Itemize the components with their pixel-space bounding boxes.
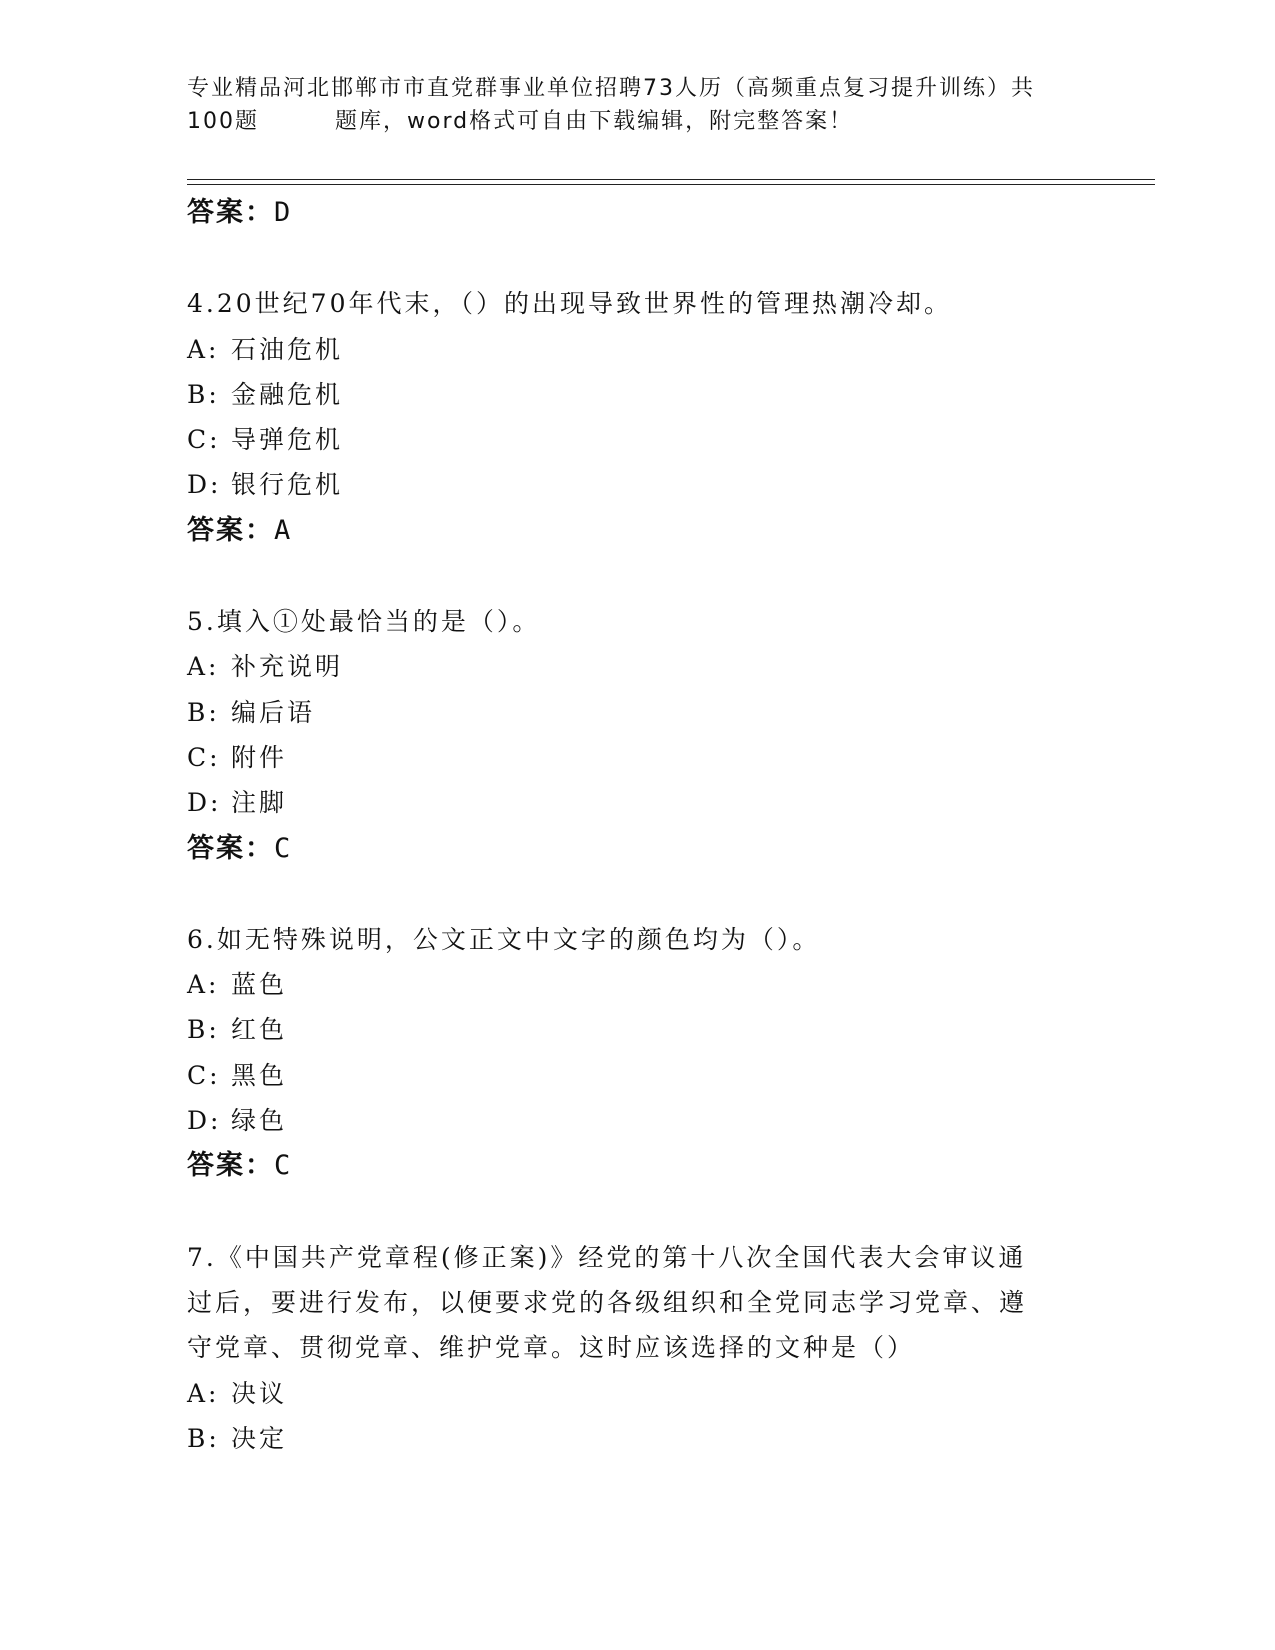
option-text: 蓝色	[231, 970, 288, 1000]
option-c	[187, 1053, 1087, 1098]
question-stem-line-3: 守党章、贯彻党章、维护党章。这时应该选择的文种是（）	[187, 1333, 916, 1363]
question-5	[187, 599, 1087, 871]
option-b	[187, 1416, 1087, 1461]
option-key: A:	[187, 334, 220, 364]
option-text: 决定	[231, 1423, 288, 1453]
question-4	[187, 281, 1087, 553]
option-text: 金融危机	[231, 379, 344, 409]
answer-value: A	[274, 514, 293, 546]
option-c	[187, 417, 1087, 462]
answer-line	[187, 826, 1087, 871]
question-stem: 6.如无特殊说明，公文正文中文字的颜色均为（）。	[187, 924, 821, 954]
question-stem: 5.填入①处最恰当的是（）。	[187, 607, 541, 637]
option-c	[187, 735, 1087, 780]
option-text: 决议	[231, 1378, 288, 1408]
option-b	[187, 1007, 1087, 1052]
answer-value: C	[274, 832, 293, 864]
option-text: 银行危机	[231, 470, 344, 500]
option-key: B:	[187, 1423, 220, 1453]
answer-label: 答案：	[187, 514, 274, 546]
option-key: C:	[187, 425, 221, 455]
option-key: B:	[187, 379, 220, 409]
option-text: 编后语	[231, 697, 316, 727]
header-title-line-2	[187, 105, 1087, 138]
option-text: 石油危机	[231, 334, 344, 364]
question-stem-line-1: 7.《中国共产党章程(修正案)》经党的第十八次全国代表大会审议通	[187, 1242, 1027, 1272]
option-text: 补充说明	[231, 652, 344, 682]
option-key: C:	[187, 742, 221, 772]
option-key: D:	[187, 1106, 222, 1136]
header-divider-bottom	[187, 184, 1155, 185]
option-text: 附件	[231, 742, 288, 772]
answer-value: D	[274, 197, 293, 228]
answer-value: C	[274, 1150, 293, 1182]
header-title-line-1: 专业精品河北邯郸市市直党群事业单位招聘73人历（高频重点复习提升训练）共	[187, 76, 1035, 101]
option-text: 绿色	[231, 1106, 288, 1136]
option-key: C:	[187, 1060, 221, 1090]
option-text: 导弹危机	[231, 425, 344, 455]
answer-line	[187, 508, 1087, 553]
answer-label: 答案：	[187, 1150, 274, 1182]
header-question-count: 100题	[187, 109, 259, 134]
option-text: 黑色	[231, 1060, 288, 1090]
option-d	[187, 1098, 1087, 1143]
option-key: B:	[187, 697, 220, 727]
option-b	[187, 690, 1087, 735]
option-text: 红色	[231, 1015, 288, 1045]
question-6	[187, 917, 1087, 1189]
answer-line	[187, 1143, 1087, 1188]
option-key: B:	[187, 1015, 220, 1045]
option-d	[187, 462, 1087, 507]
option-key: A:	[187, 1378, 220, 1408]
header-title-suffix: 题库，word格式可自由下载编辑，附完整答案！	[335, 109, 854, 134]
option-b	[187, 372, 1087, 417]
question-stem: 4.20世纪70年代末，（）的出现导致世界性的管理热潮冷却。	[187, 289, 952, 319]
header-divider-top	[187, 179, 1155, 180]
answer-line	[187, 190, 1087, 235]
option-key: A:	[187, 970, 220, 1000]
answer-label: 答案：	[187, 197, 274, 228]
question-stem-line-2: 过后，要进行发布，以便要求党的各级组织和全党同志学习党章、遵	[187, 1287, 1028, 1317]
option-key: D:	[187, 788, 222, 818]
option-key: D:	[187, 470, 222, 500]
option-a	[187, 327, 1087, 372]
option-a	[187, 1371, 1087, 1416]
question-list	[187, 190, 1087, 1461]
option-a	[187, 644, 1087, 689]
answer-label: 答案：	[187, 832, 274, 864]
document-header	[187, 72, 1087, 138]
option-d	[187, 780, 1087, 825]
option-key: A:	[187, 652, 220, 682]
question-7	[187, 1235, 1087, 1461]
option-a	[187, 962, 1087, 1007]
option-text: 注脚	[231, 788, 288, 818]
